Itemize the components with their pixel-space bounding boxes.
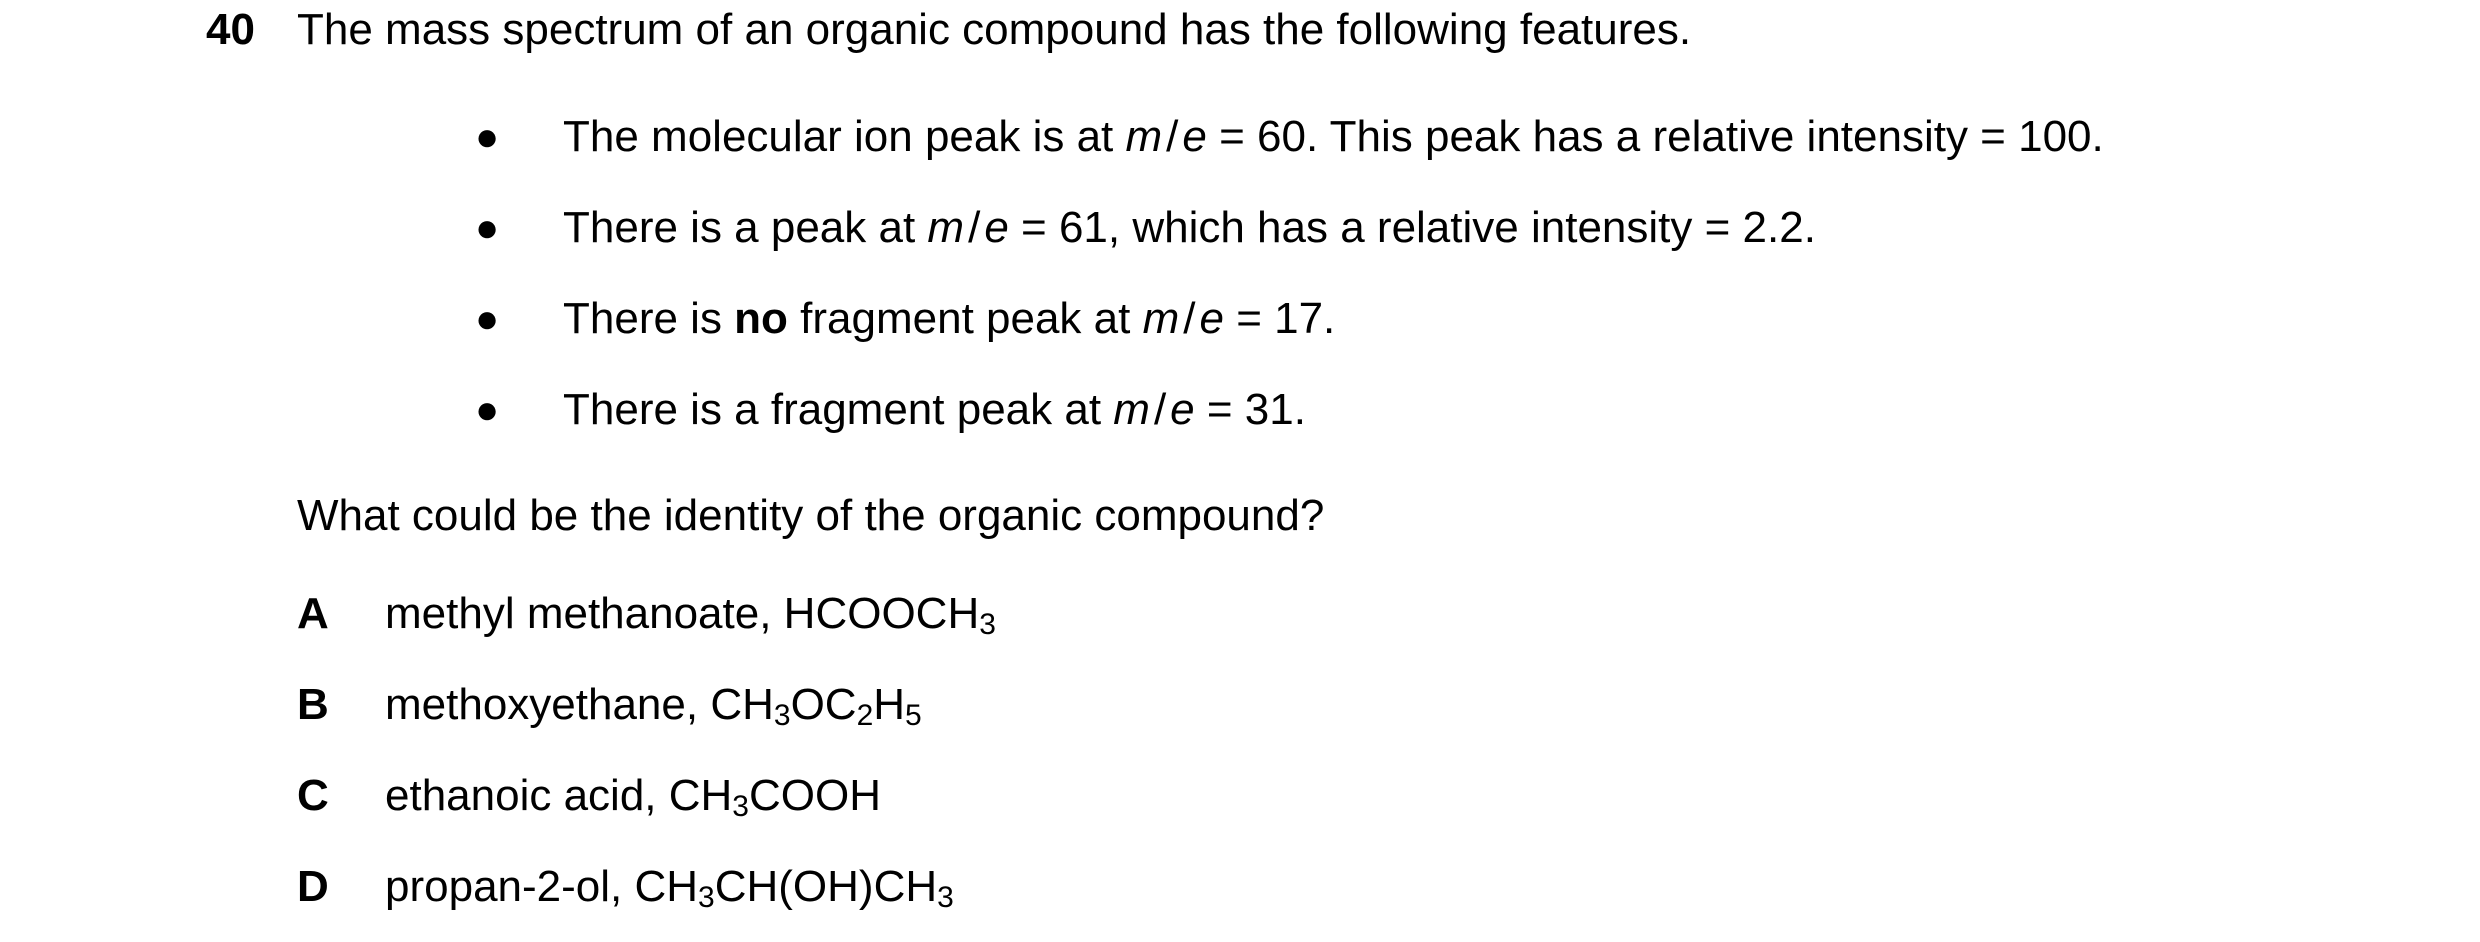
- symbol-m: m: [1125, 112, 1163, 161]
- symbol-slash: /: [1153, 385, 1167, 434]
- question-number: 40: [206, 5, 255, 54]
- bullet-peak-61: [563, 202, 1816, 254]
- bullet-text: The molecular ion peak is at: [563, 112, 1126, 161]
- symbol-e: e: [984, 203, 1009, 252]
- bullet-text: fragment peak at: [787, 294, 1143, 343]
- symbol-slash: /: [1183, 294, 1196, 343]
- bullet-molecular-ion: [563, 111, 2104, 163]
- subscript: 5: [905, 699, 922, 732]
- option-text: H: [873, 680, 906, 729]
- symbol-m: m: [1142, 294, 1180, 343]
- subscript: 2: [856, 699, 874, 732]
- option-text: COOH: [748, 771, 881, 820]
- bullet-peak-31: [563, 384, 1306, 436]
- subscript: 3: [732, 790, 749, 823]
- bullet-marker: ●: [475, 388, 500, 432]
- symbol-slash: /: [968, 203, 981, 252]
- bullet-text: = 31.: [1194, 385, 1306, 434]
- option-d-letter[interactable]: D: [297, 862, 329, 911]
- option-a-letter[interactable]: A: [297, 589, 329, 638]
- bullet-text: There is a fragment peak at: [563, 385, 1114, 434]
- subscript: 3: [979, 608, 996, 641]
- bullet-marker: ●: [475, 297, 500, 341]
- option-c-letter[interactable]: C: [297, 771, 329, 820]
- option-text: methoxyethane, CH: [385, 680, 774, 729]
- subscript: 3: [698, 881, 715, 914]
- symbol-e: e: [1199, 294, 1224, 343]
- option-text: methyl methanoate, HCOOCH: [385, 589, 980, 638]
- bullet-text: There is: [563, 294, 735, 343]
- bullet-no-peak-17: [563, 293, 1335, 345]
- option-a-text[interactable]: [385, 588, 996, 640]
- option-text: OC: [790, 680, 857, 729]
- subscript: 3: [937, 881, 954, 914]
- option-d-text[interactable]: [385, 861, 954, 913]
- symbol-e: e: [1170, 385, 1195, 434]
- symbol-m: m: [927, 203, 965, 252]
- bullet-text: There is a peak at: [563, 203, 928, 252]
- question-prompt: What could be the identity of the organic compound?: [297, 491, 1325, 540]
- symbol-e: e: [1182, 112, 1207, 161]
- option-text: CH(OH)CH: [714, 862, 938, 911]
- bullet-emphasis: no: [734, 294, 788, 343]
- symbol-slash: /: [1166, 112, 1179, 161]
- bullet-text: = 17.: [1223, 294, 1336, 343]
- option-c-text[interactable]: [385, 770, 881, 822]
- bullet-text: = 61, which has a relative intensity = 2.2.: [1008, 203, 1816, 252]
- option-b-text[interactable]: [385, 679, 922, 731]
- question-stem: The mass spectrum of an organic compound has the following features.: [297, 5, 1692, 54]
- bullet-text: = 60. This peak has a relative intensity = 100.: [1206, 112, 2104, 161]
- symbol-m: m: [1113, 385, 1150, 434]
- bullet-marker: ●: [475, 115, 500, 159]
- bullet-marker: ●: [475, 206, 500, 250]
- subscript: 3: [773, 699, 791, 732]
- option-text: ethanoic acid, CH: [385, 771, 733, 820]
- option-text: propan-2-ol, CH: [385, 862, 699, 911]
- option-b-letter[interactable]: B: [297, 680, 329, 729]
